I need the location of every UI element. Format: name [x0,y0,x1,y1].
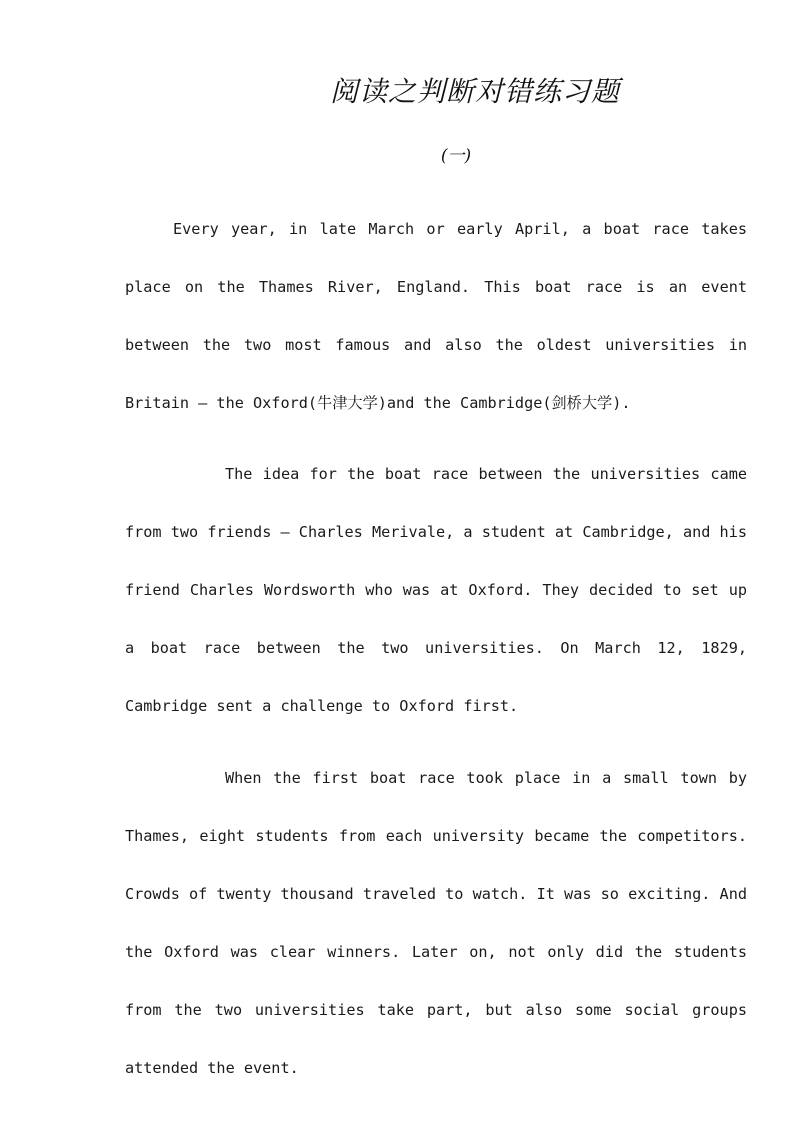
section-number: (一) [440,146,472,166]
paragraph-2: The idea for the boat race between the universities came from two friends – Charles Merivale, a student at Cambridge, and his friend Charles Wordsworth who was at Oxford. They decided to set up a boat race between the two universities. On March 12, 1829, Cambridge sent a challenge to Oxford first. [125,465,747,715]
paragraph-3: When the first boat race took place in a small town by Thames, eight students from each university became the competitors. Crowds of twenty thousand traveled to watch. It was so exciting. And the Oxford was clear winners. Later on, not only did the students from the two universities take part, but also some social groups attended the event. [125,769,747,1077]
page-title: 阅读之判断对错练习题 [329,75,620,108]
paragraph-1: Every year, in late March or early April, a boat race takes place on the Thames River, England. This boat race is an event between the two most famous and also the oldest universities in Britain – the Oxford(牛津大学)and the Cambridge(剑桥大学). [125,220,747,412]
